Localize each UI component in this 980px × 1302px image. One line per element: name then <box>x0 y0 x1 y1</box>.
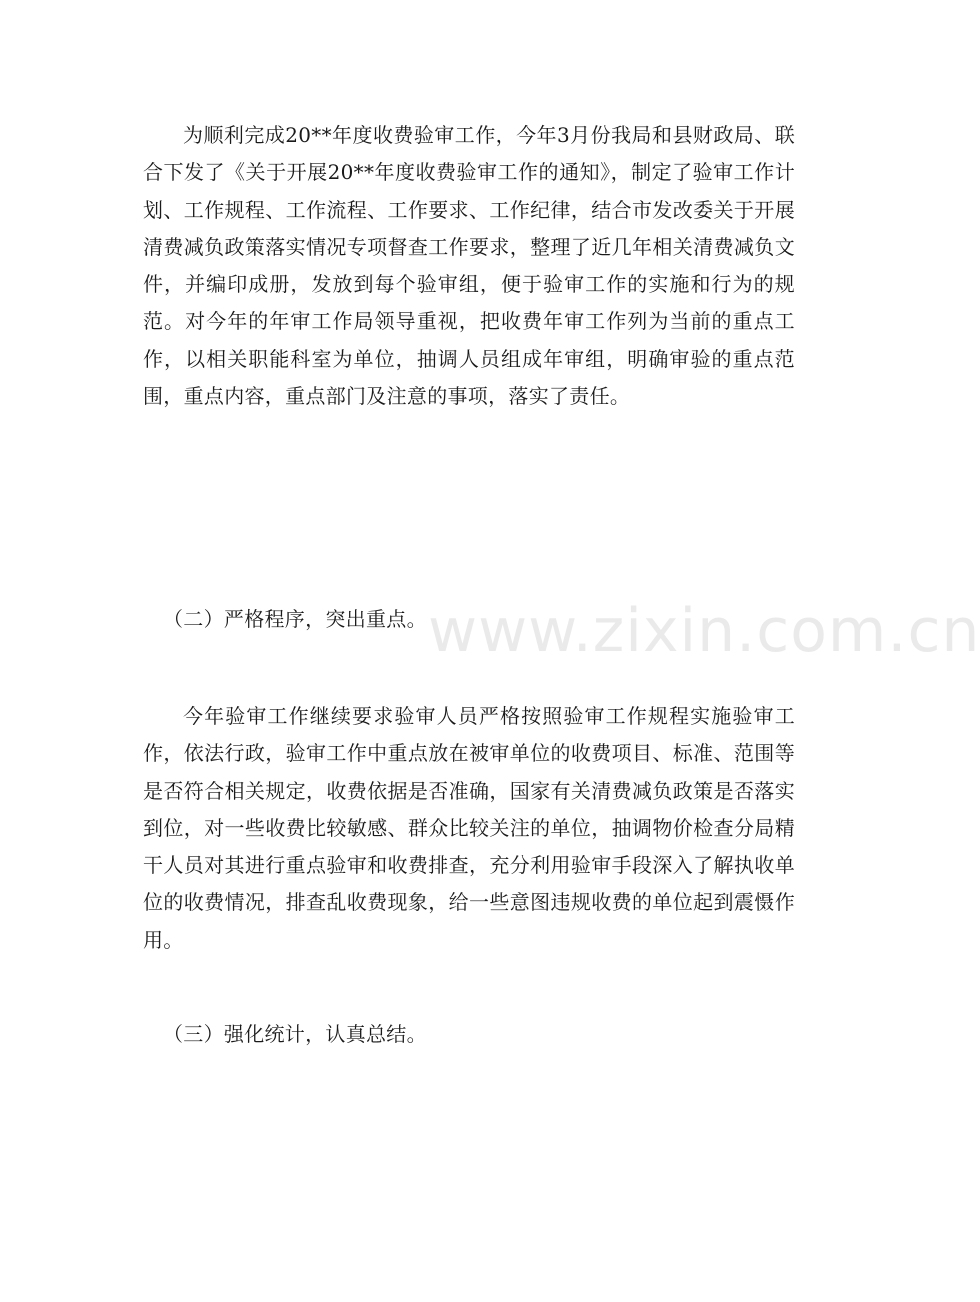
section-heading-2: （二）严格程序，突出重点。 <box>163 607 427 631</box>
body-paragraph-2: 今年验审工作继续要求验审人员严格按照验审工作规程实施验审工作，依法行政，验审工作中重点放在被审单位的收费项目、标准、范围等是否符合相关规定，收费依据是否准确，国家有关清费减负政策是否落实到位，对一些收费比较敏感、群众比较关注的单位，抽调物价检查分局精干人员对其进行重点验审和收费排查，充分利用验审手段深入了解执收单位的收费情况，排查乱收费现象，给一些意图违规收费的单位起到震慑作用。 <box>143 704 795 952</box>
watermark: www.zixin.com.cn <box>428 596 980 666</box>
section-heading-3: （三）强化统计，认真总结。 <box>163 1022 427 1046</box>
body-paragraph-1: 为顺利完成20**年度收费验审工作，今年3月份我局和县财政局、联合下发了《关于开展20**年度收费验审工作的通知》，制定了验审工作计划、工作规程、工作流程、工作要求、工作纪律，结合市发改委关于开展清费减负政策落实情况专项督查工作要求，整理了近几年相关清费减负文件，并编印成册，发放到每个验审组，便于验审工作的实施和行为的规范。对今年的年审工作局领导重视，把收费年审工作列为当前的重点工作，以相关职能科室为单位，抽调人员组成年审组，明确审验的重点范围，重点内容，重点部门及注意的事项，落实了责任。 <box>143 123 795 409</box>
